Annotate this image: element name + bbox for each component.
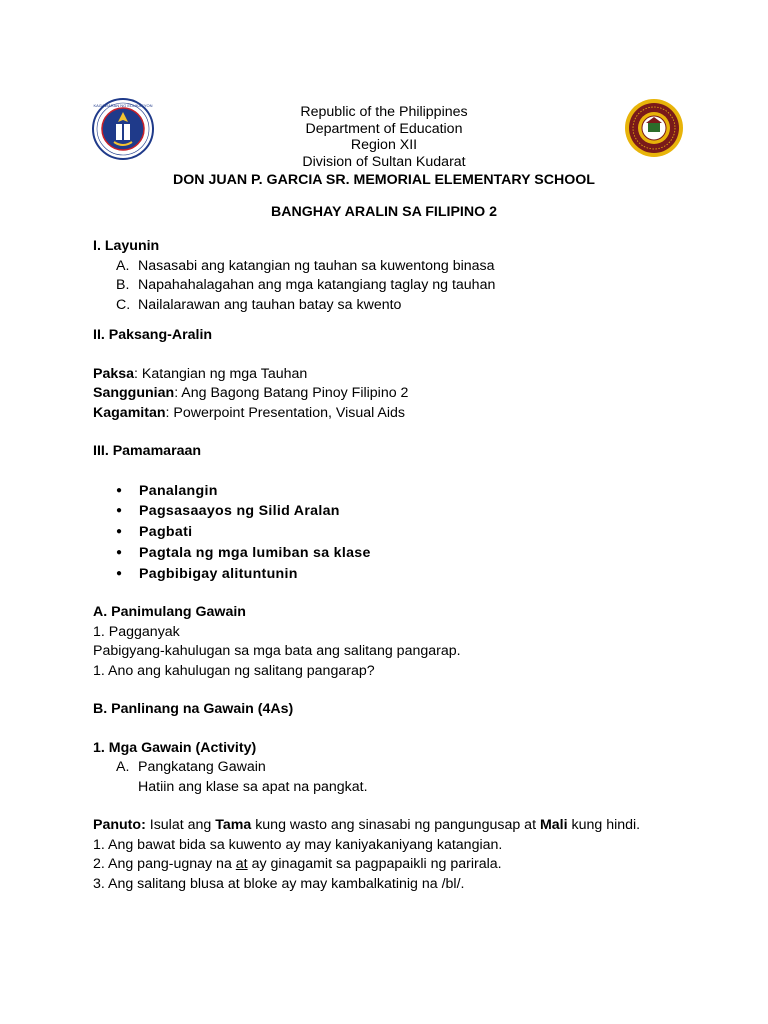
- question-underlined-word: at: [235, 856, 248, 873]
- list-item-text: Napahahalagahan ang mga katangiang taglay ng tauhan: [138, 277, 496, 293]
- section-pamamaraan-heading: III. Pamamaraan: [93, 443, 202, 459]
- panimula-line-2: Pabigyang-kahulugan sa mga bata ang salitang pangarap.: [93, 643, 461, 660]
- bullet-icon: ●: [116, 484, 123, 496]
- kagamitan-line: [93, 404, 675, 424]
- section-paksang-aralin-heading: II. Paksang-Aralin: [93, 327, 213, 343]
- panuto-text: Isulat ang: [145, 817, 216, 834]
- question-1: 1. Ang bawat bida sa kuwento ay may kaniyakaniyang katangian.: [93, 836, 503, 853]
- header-school-name: DON JUAN P. GARCIA SR. MEMORIAL ELEMENTARY SCHOOL: [173, 172, 595, 188]
- list-item: [93, 296, 675, 316]
- question-text: ay ginagamit sa pagpapaikli ng parirala.: [247, 856, 502, 873]
- activity-subheading: 1. Mga Gawain (Activity): [93, 739, 257, 756]
- list-marker: A.: [116, 759, 130, 776]
- list-item: [93, 276, 675, 296]
- list-marker: A.: [116, 257, 130, 274]
- svg-text:KAGAWARAN NG EDUKASYON: KAGAWARAN NG EDUKASYON: [93, 103, 153, 108]
- sanggunian-label: Sanggunian: [93, 385, 175, 401]
- list-marker: B.: [116, 277, 130, 293]
- document-title: BANGHAY ARALIN SA FILIPINO 2: [271, 204, 497, 220]
- list-item: [93, 543, 675, 564]
- document-body: [93, 237, 675, 894]
- panuto-paragraph: [93, 816, 675, 836]
- header-division: Division of Sultan Kudarat: [302, 153, 466, 170]
- panuto-label: Panuto:: [93, 817, 146, 834]
- list-item: [93, 564, 675, 585]
- layunin-list: [93, 257, 675, 316]
- question-2: [93, 855, 675, 875]
- question-text: 2. Ang pang-ugnay na: [93, 856, 236, 873]
- header-region: Region XII: [350, 137, 418, 153]
- paksa-label: Paksa: [93, 365, 135, 382]
- list-item: [93, 257, 675, 277]
- list-marker: C.: [116, 296, 131, 313]
- bullet-icon: ●: [116, 567, 123, 579]
- letterhead: [0, 104, 768, 189]
- panuto-mali: Mali: [539, 817, 568, 834]
- bullet-icon: ●: [116, 546, 123, 558]
- sanggunian-value: : Ang Bagong Batang Pinoy Filipino 2: [174, 385, 409, 401]
- header-republic: Republic of the Philippines: [300, 104, 468, 120]
- pamamaraan-bullet-list: [93, 481, 675, 585]
- list-item-text: Pagbati: [139, 524, 193, 541]
- panuto-text: kung hindi.: [567, 817, 641, 834]
- section-layunin-heading: I. Layunin: [93, 238, 160, 254]
- activity-detail: Hatiin ang klase sa apat na pangkat.: [138, 778, 368, 795]
- list-item-text: Pagsasaayos ng Silid Aralan: [139, 503, 340, 520]
- list-item: [93, 522, 675, 543]
- kagamitan-label: Kagamitan: [93, 404, 166, 421]
- paksa-line: [93, 365, 675, 385]
- paksa-value: : Katangian ng mga Tauhan: [134, 365, 308, 382]
- list-item-text: Nailalarawan ang tauhan batay sa kwento: [138, 296, 402, 313]
- bullet-icon: ●: [116, 505, 123, 517]
- list-item-text: Pagtala ng mga lumiban sa klase: [139, 544, 371, 561]
- activity-item: [93, 758, 675, 778]
- list-item-text: Panalangin: [139, 482, 218, 499]
- panuto-text: kung wasto ang sinasabi ng pangungusap at: [251, 817, 540, 834]
- section-panlinang-heading: B. Panlinang na Gawain (4As): [93, 701, 294, 718]
- list-item: [93, 501, 675, 522]
- sanggunian-line: [93, 384, 675, 404]
- bullet-icon: ●: [116, 526, 123, 538]
- list-item-text: Pagbibigay alituntunin: [139, 565, 298, 582]
- section-panimula-heading: A. Panimulang Gawain: [93, 604, 246, 621]
- list-item: [93, 481, 675, 502]
- header-department: Department of Education: [305, 120, 463, 137]
- list-item-text: Nasasabi ang katangian ng tauhan sa kuwentong binasa: [138, 257, 495, 274]
- list-item-text: Pangkatang Gawain: [138, 759, 266, 776]
- panimula-line-1: 1. Pagganyak: [93, 623, 180, 640]
- kagamitan-value: : Powerpoint Presentation, Visual Aids: [165, 404, 406, 421]
- panimula-line-3: 1. Ano ang kahulugan ng salitang pangarap?: [93, 662, 375, 679]
- panuto-tama: Tama: [215, 817, 252, 834]
- question-3: 3. Ang salitang blusa at bloke ay may kambalkatinig na /bl/.: [93, 875, 465, 892]
